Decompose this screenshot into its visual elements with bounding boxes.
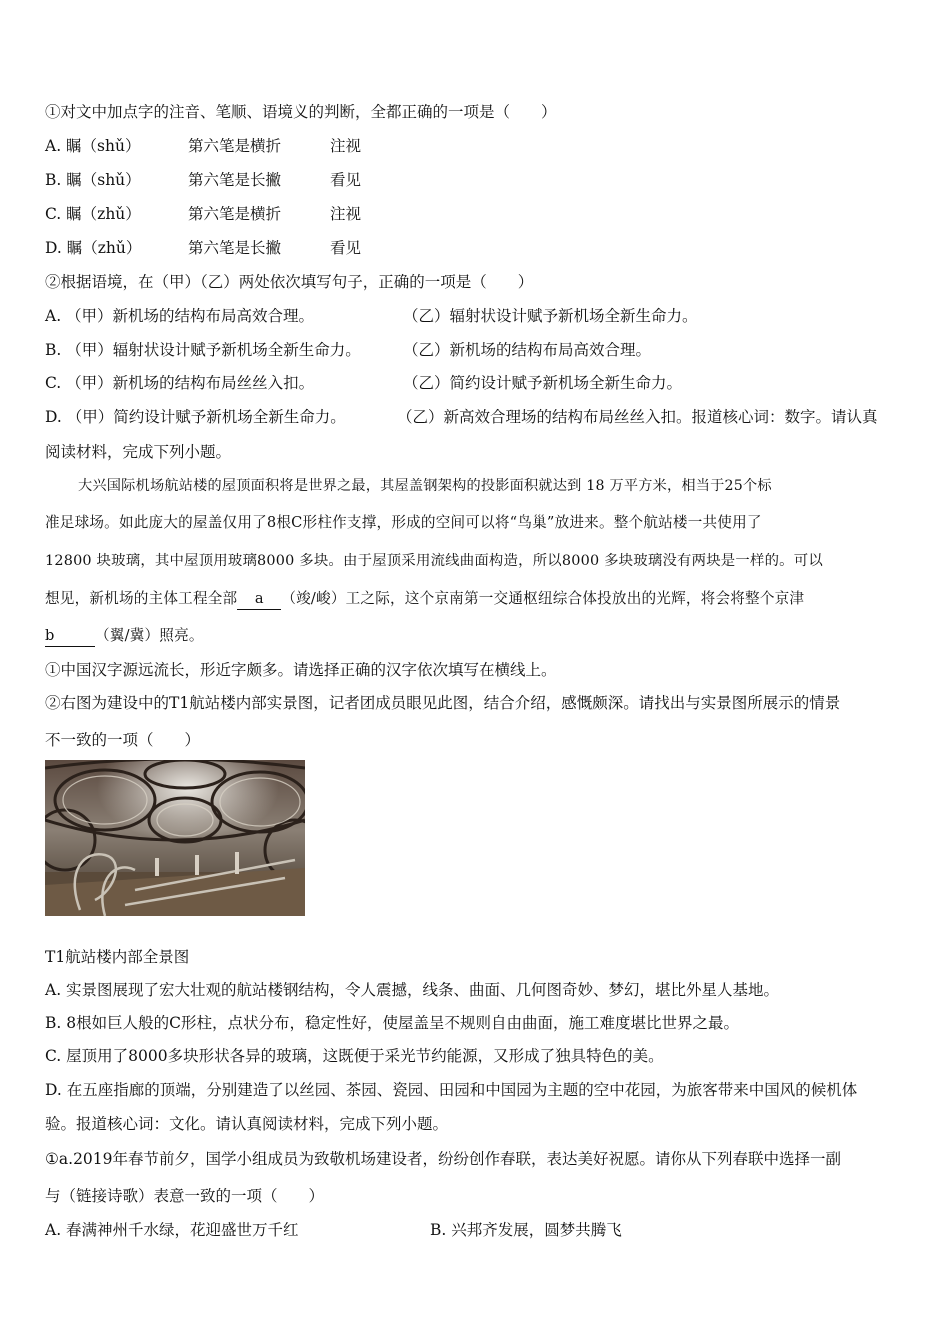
q1-option-a-meaning: 注视 xyxy=(330,137,362,155)
q4-option-c: C. 屋顶用了8000多块形状各异的玻璃，这既便于采光节约能源，又形成了独具特色的美。 xyxy=(45,1047,664,1065)
blank-b[interactable]: b xyxy=(45,626,95,647)
q1-option-b-stroke: 第六笔是长撇 xyxy=(188,171,282,189)
passage-line-4 xyxy=(45,589,804,610)
q1-option-c xyxy=(45,204,362,224)
q2-option-c-jia: C. （甲）新机场的结构布局丝丝入扣。 xyxy=(45,374,315,392)
q1-option-b-word: B. 瞩（shǔ） xyxy=(45,171,141,189)
q2-stem: ②根据语境，在（甲）（乙）两处依次填写句子，正确的一项是（ ） xyxy=(45,273,534,291)
passage-line-5-after: （翼/冀）照亮。 xyxy=(95,627,204,644)
q5-option-b: B. 兴邦齐发展，圆梦共腾飞 xyxy=(430,1221,622,1239)
photo-caption: T1航站楼内部全景图 xyxy=(45,948,190,966)
q2-continuation: 阅读材料，完成下列小题。 xyxy=(45,443,232,461)
q2-option-d xyxy=(45,407,878,427)
q2-option-c xyxy=(45,373,683,393)
passage-line-5 xyxy=(45,626,204,647)
q3-item-2-line-1: ②右图为建设中的T1航站楼内部实景图，记者团成员眼见此图，结合介绍，感慨颇深。请找出与实景图所展示的情景 xyxy=(45,694,841,712)
q2-option-a xyxy=(45,306,698,326)
passage-line-4-after: （竣/峻）工之际，这个京南第一交通枢纽综合体投放出的光辉，将会将整个京津 xyxy=(281,590,805,607)
q1-option-d-stroke: 第六笔是长撇 xyxy=(188,239,282,257)
q2-option-d-yi: （乙）新高效合理场的结构布局丝丝入扣。报道核心词：数字。请认真 xyxy=(397,408,878,426)
q1-option-d-word: D. 瞩（zhǔ） xyxy=(45,239,142,257)
passage-line-4-before: 想见，新机场的主体工程全部 xyxy=(45,590,238,607)
q2-option-b-yi: （乙）新机场的结构布局高效合理。 xyxy=(403,341,652,359)
q1-option-a-word: A. 瞩（shǔ） xyxy=(45,137,141,155)
q3-item-1: ①中国汉字源远流长，形近字颇多。请选择正确的汉字依次填写在横线上。 xyxy=(45,661,557,679)
q1-option-d xyxy=(45,238,362,258)
q1-option-c-stroke: 第六笔是横折 xyxy=(188,205,282,223)
q1-option-d-meaning: 看见 xyxy=(330,239,362,257)
passage-line-2: 准足球场。如此庞大的屋盖仅用了8根C形柱作支撑，形成的空间可以将“鸟巢”放进来。整个航站楼一共使用了 xyxy=(45,514,762,531)
passage-line-1: 大兴国际机场航站楼的屋顶面积将是世界之最，其屋盖钢架构的投影面积就达到 18 万平方米，相当于25个标 xyxy=(78,478,772,494)
q1-option-a xyxy=(45,136,362,156)
terminal-interior-photo xyxy=(45,760,305,916)
q1-option-a-stroke: 第六笔是横折 xyxy=(188,137,282,155)
q1-stem: ①对文中加点字的注音、笔顺、语境义的判断，全都正确的一项是（ ） xyxy=(45,103,557,121)
q2-option-a-jia: A. （甲）新机场的结构布局高效合理。 xyxy=(45,307,315,325)
q1-option-c-word: C. 瞩（zhǔ） xyxy=(45,205,141,223)
q5-stem-line-2: 与（链接诗歌）表意一致的一项（ ） xyxy=(45,1187,325,1205)
q4-option-d: D. 在五座指廊的顶端，分别建造了以丝园、茶园、瓷园、田园和中国园为主题的空中花园，为旅客带来中国风的候机体 xyxy=(45,1081,858,1099)
q2-option-b xyxy=(45,340,652,360)
q4-option-b: B. 8根如巨人般的C形柱，点状分布，稳定性好，使屋盖呈不规则自由曲面，施工难度堪比世界之最。 xyxy=(45,1014,739,1032)
q2-option-c-yi: （乙）简约设计赋予新机场全新生命力。 xyxy=(403,374,683,392)
q2-option-a-yi: （乙）辐射状设计赋予新机场全新生命力。 xyxy=(403,307,698,325)
q5-option-a: A. 春满神州千水绿，花迎盛世万千红 xyxy=(45,1221,299,1239)
passage-line-3: 12800 块玻璃，其中屋顶用玻璃8000 多块。由于屋顶采用流线曲面构造，所以8000 多块玻璃没有两块是一样的。可以 xyxy=(45,553,823,569)
q5-stem-line-1: ①a.2019年春节前夕，国学小组成员为致敬机场建设者，纷纷创作春联，表达美好祝愿。请你从下列春联中选择一副 xyxy=(45,1150,842,1168)
q1-option-b-meaning: 看见 xyxy=(330,171,362,189)
q2-option-d-jia: D. （甲）简约设计赋予新机场全新生命力。 xyxy=(45,408,346,426)
q3-item-2-line-2: 不一致的一项（ ） xyxy=(45,731,201,749)
q4-continuation: 验。报道核心词：文化。请认真阅读材料，完成下列小题。 xyxy=(45,1115,449,1133)
q1-option-b xyxy=(45,170,362,190)
q1-option-c-meaning: 注视 xyxy=(330,205,362,223)
blank-a[interactable]: a xyxy=(237,589,281,610)
q4-option-a: A. 实景图展现了宏大壮观的航站楼钢结构，令人震撼，线条、曲面、几何图奇妙、梦幻，堪比外星人基地。 xyxy=(45,981,780,999)
q2-option-b-jia: B. （甲）辐射状设计赋予新机场全新生命力。 xyxy=(45,341,361,359)
